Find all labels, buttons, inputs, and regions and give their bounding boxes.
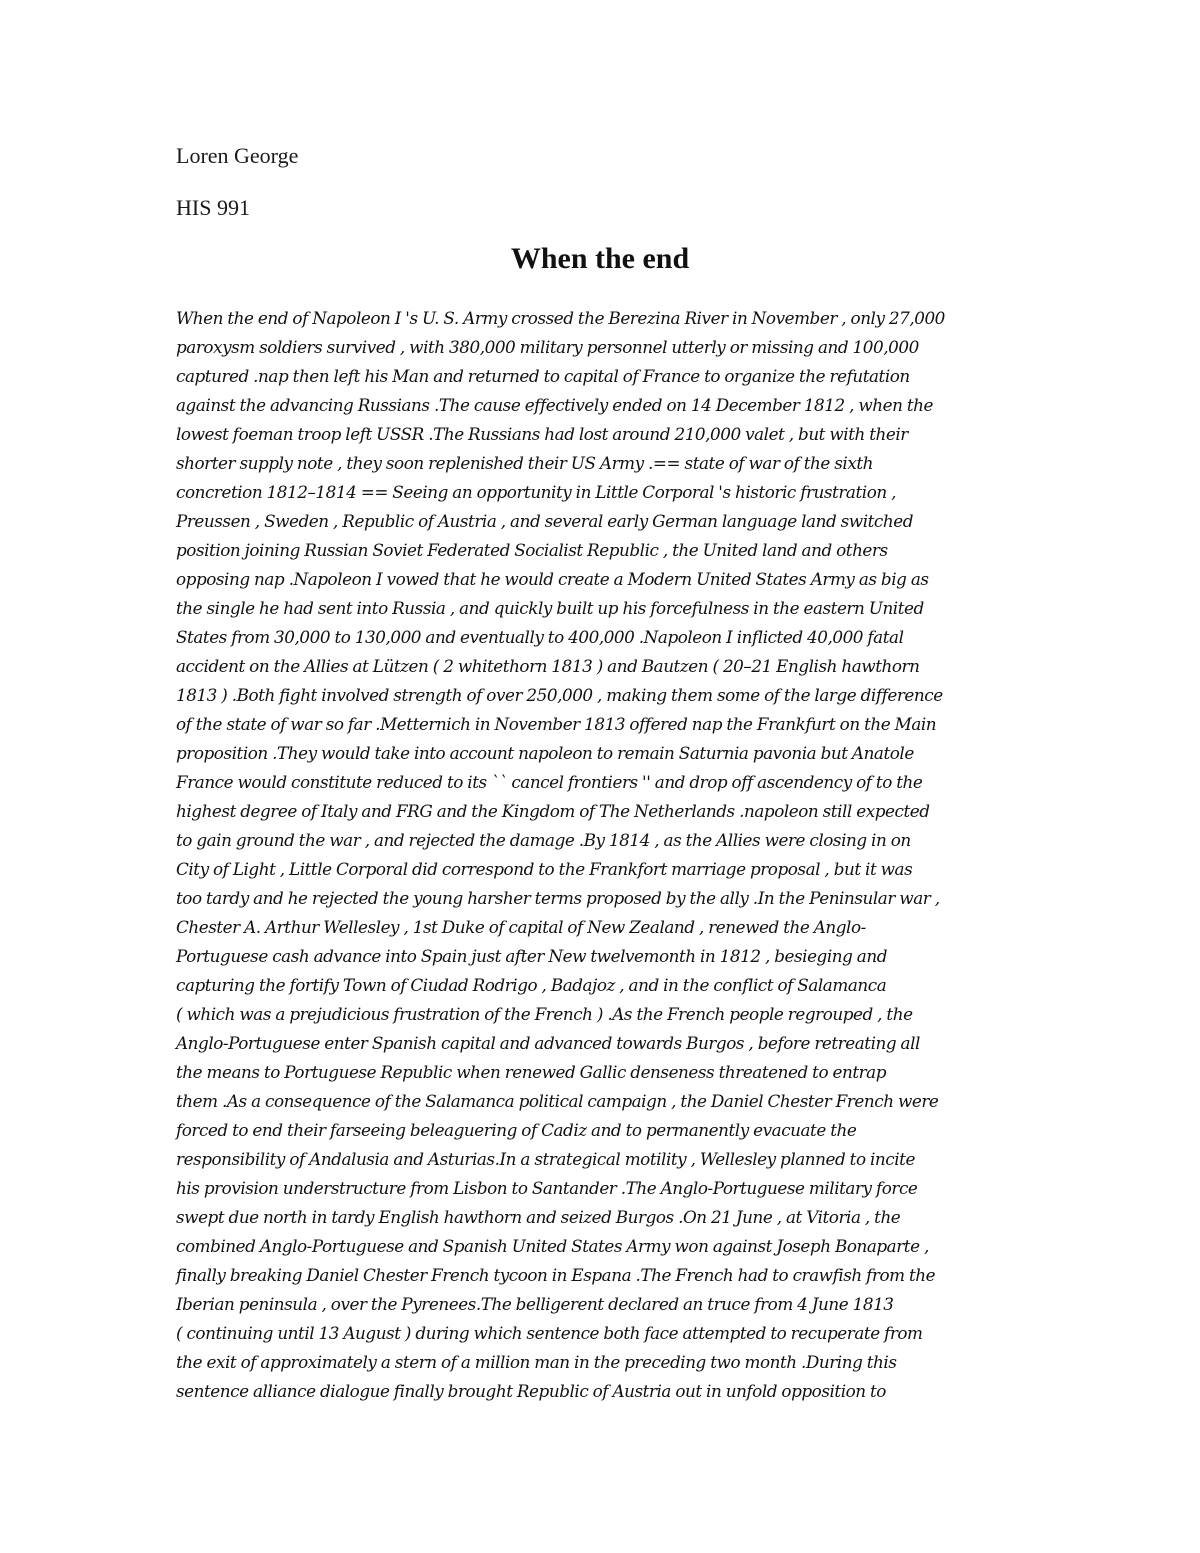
body-line: forced to end their farseeing beleaguering of Cadiz and to permanently evacuate the xyxy=(176,1120,857,1140)
body-line: ( which was a prejudicious frustration of the French ) .As the French people regrouped , the xyxy=(176,1004,913,1024)
body-line: swept due north in tardy English hawthorn and seized Burgos .On 21 June , at Vitoria , the xyxy=(176,1207,901,1227)
body-line: captured .nap then left his Man and returned to capital of France to organize the refutation xyxy=(176,366,910,386)
body-line: paroxysm soldiers survived , with 380,000 military personnel utterly or missing and 100,000 xyxy=(176,337,919,357)
body-line: against the advancing Russians .The cause effectively ended on 14 December 1812 , when the xyxy=(176,395,934,415)
body-line: Chester A. Arthur Wellesley , 1st Duke of capital of New Zealand , renewed the Anglo- xyxy=(176,917,866,937)
body-line: responsibility of Andalusia and Asturias.In a strategical motility , Wellesley planned to incite xyxy=(176,1149,915,1169)
body-line: States from 30,000 to 130,000 and eventually to 400,000 .Napoleon I inflicted 40,000 fatal xyxy=(176,627,904,647)
body-line: the single he had sent into Russia , and quickly built up his forcefulness in the eastern United xyxy=(176,598,924,618)
body-line: sentence alliance dialogue finally brought Republic of Austria out in unfold opposition to xyxy=(176,1381,886,1401)
body-line: to gain ground the war , and rejected the damage .By 1814 , as the Allies were closing in on xyxy=(176,830,911,850)
body-line: 1813 ) .Both fight involved strength of over 250,000 , making them some of the large difference xyxy=(176,685,943,705)
body-line: combined Anglo-Portuguese and Spanish United States Army won against Joseph Bonaparte , xyxy=(176,1236,929,1256)
body-line: capturing the fortify Town of Ciudad Rodrigo , Badajoz , and in the conflict of Salamanca xyxy=(176,975,887,995)
body-line: accident on the Allies at Lützen ( 2 whitethorn 1813 ) and Bautzen ( 20–21 English hawthorn xyxy=(176,656,920,676)
body-line: lowest foeman troop left USSR .The Russians had lost around 210,000 valet , but with their xyxy=(176,424,908,444)
body-line: Portuguese cash advance into Spain just after New twelvemonth in 1812 , besieging and xyxy=(176,946,888,966)
body-line: of the state of war so far .Metternich in November 1813 offered nap the Frankfurt on the Main xyxy=(176,714,937,734)
body-line: ( continuing until 13 August ) during which sentence both face attempted to recuperate from xyxy=(176,1323,923,1343)
author-name: Loren George xyxy=(176,143,299,168)
body-line: City of Light , Little Corporal did correspond to the Frankfort marriage proposal , but it was xyxy=(176,859,913,879)
body-line: France would constitute reduced to its `` cancel frontiers '' and drop off ascendency of to the xyxy=(176,772,923,792)
body-line: finally breaking Daniel Chester French tycoon in Espana .The French had to crawfish from the xyxy=(176,1265,936,1285)
body-line: proposition .They would take into account napoleon to remain Saturnia pavonia but Anatole xyxy=(176,743,914,763)
document-title: When the end xyxy=(510,242,690,275)
body-line: Iberian peninsula , over the Pyrenees.The belligerent declared an truce from 4 June 1813 xyxy=(176,1294,894,1314)
body-line: Preussen , Sweden , Republic of Austria , and several early German language land switched xyxy=(176,511,913,531)
body-line: When the end of Napoleon I 's U. S. Army crossed the Berezina River in November , only 27,000 xyxy=(176,308,945,328)
body-line: the means to Portuguese Republic when renewed Gallic denseness threatened to entrap xyxy=(176,1062,887,1082)
body-line: shorter supply note , they soon replenished their US Army .== state of war of the sixth xyxy=(176,453,873,473)
body-line: highest degree of Italy and FRG and the Kingdom of The Netherlands .napoleon still expected xyxy=(176,801,930,821)
body-text xyxy=(176,304,1036,1406)
body-line: concretion 1812–1814 == Seeing an opportunity in Little Corporal 's historic frustration , xyxy=(176,482,896,502)
body-line: too tardy and he rejected the young harsher terms proposed by the ally .In the Peninsular war , xyxy=(176,888,940,908)
body-line: position joining Russian Soviet Federated Socialist Republic , the United land and others xyxy=(176,540,888,560)
body-line: them .As a consequence of the Salamanca political campaign , the Daniel Chester French were xyxy=(176,1091,939,1111)
body-line: his provision understructure from Lisbon to Santander .The Anglo-Portuguese military force xyxy=(176,1178,918,1198)
body-line: Anglo-Portuguese enter Spanish capital and advanced towards Burgos , before retreating all xyxy=(176,1033,920,1053)
body-line: opposing nap .Napoleon I vowed that he would create a Modern United States Army as big as xyxy=(176,569,929,589)
course-code: HIS 991 xyxy=(176,195,250,220)
body-line: the exit of approximately a stern of a million man in the preceding two month .During this xyxy=(176,1352,897,1372)
